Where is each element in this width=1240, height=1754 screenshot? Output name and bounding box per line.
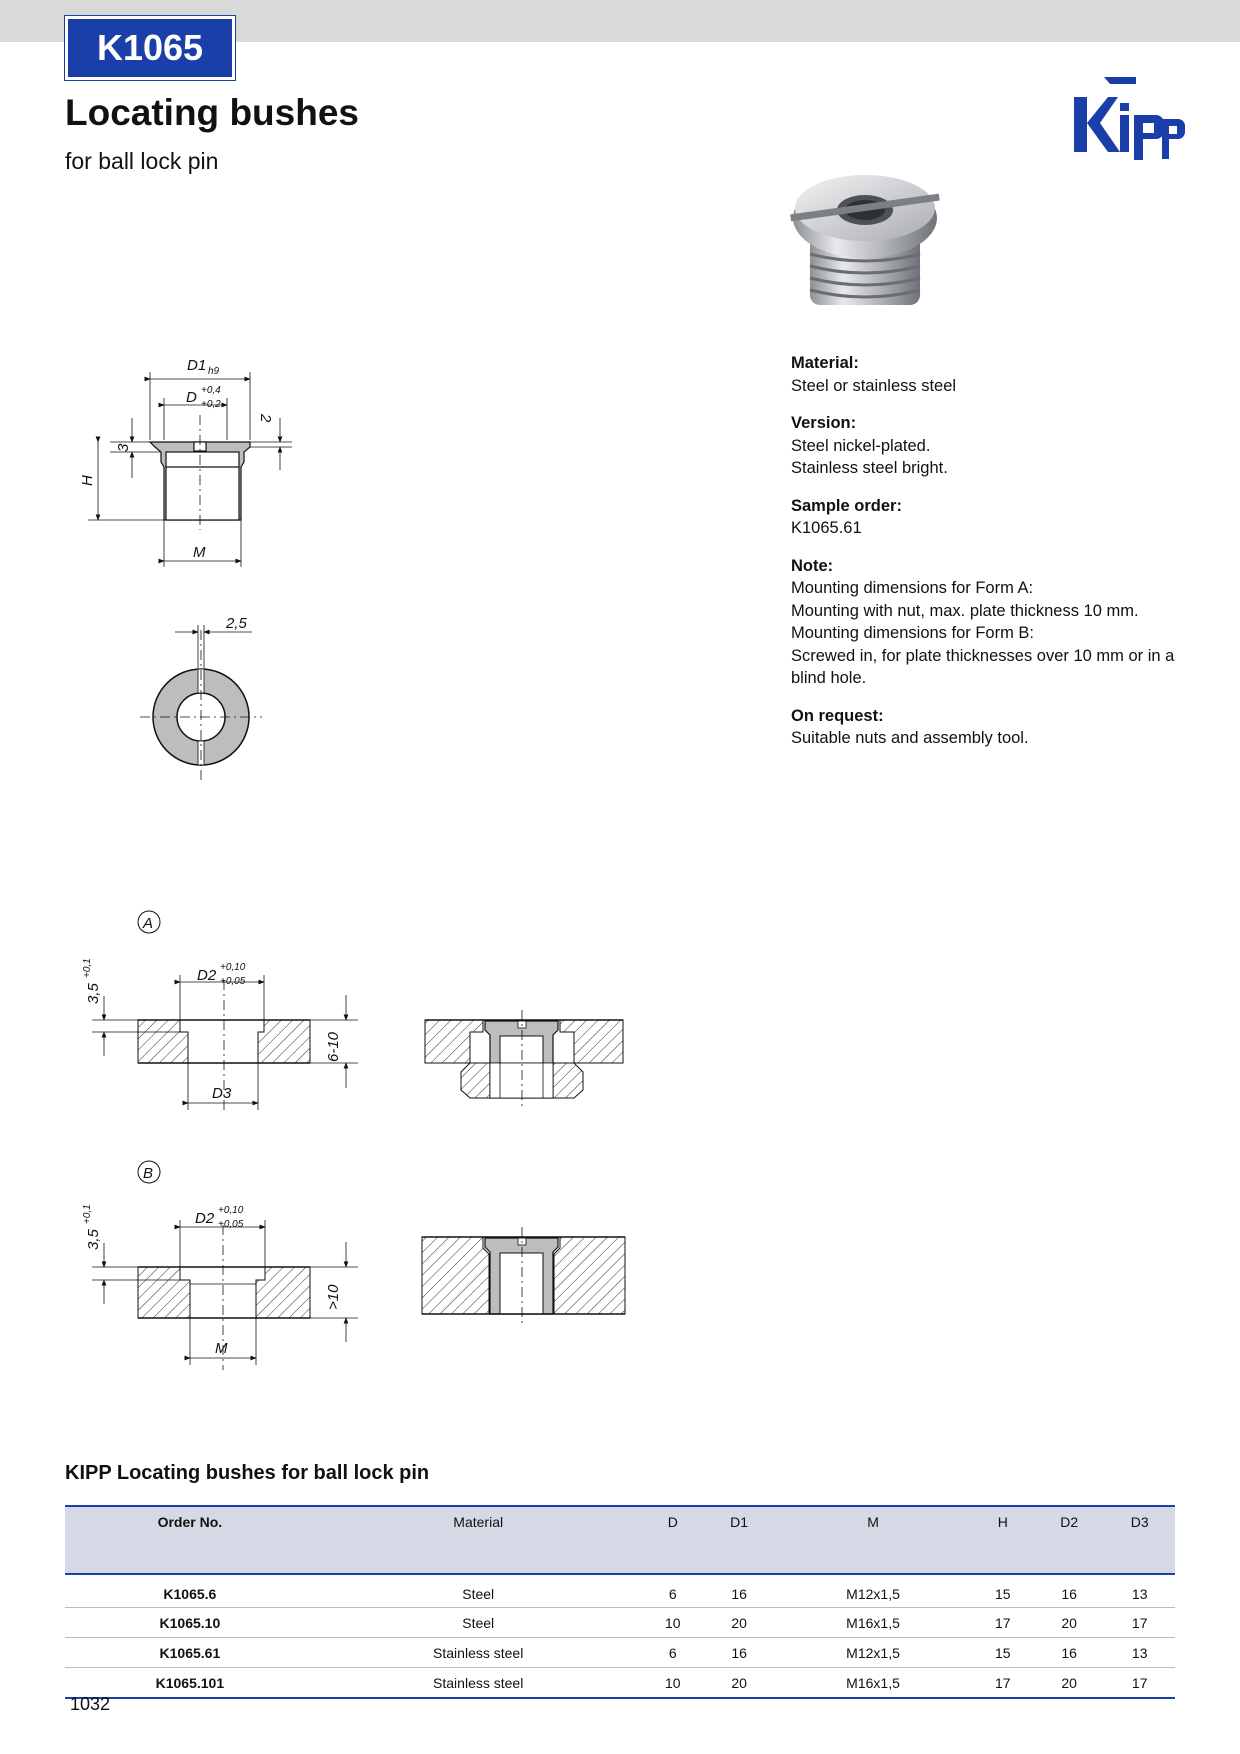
info-line: Screwed in, for plate thicknesses over 10 mm or in a blind hole. xyxy=(791,646,1175,687)
page-title: Locating bushes xyxy=(65,92,359,133)
info-material xyxy=(791,352,1191,397)
dim-m-b: M xyxy=(215,1340,228,1357)
dim-d2-tol-low-a: +0,05 xyxy=(220,976,246,987)
cell-d1: 16 xyxy=(704,1574,775,1608)
cell-d: 6 xyxy=(642,1638,704,1668)
product-code-badge: K1065 xyxy=(65,16,235,80)
table-row xyxy=(65,1574,1175,1608)
form-b-marker xyxy=(138,1161,160,1183)
cell-d2: 16 xyxy=(1034,1638,1105,1668)
cell-h: 15 xyxy=(972,1574,1034,1608)
cell-d3: 17 xyxy=(1104,1608,1175,1638)
table-title: KIPP Locating bushes for ball lock pin xyxy=(65,1462,430,1484)
col-d: D xyxy=(642,1506,704,1574)
cell-m: M16x1,5 xyxy=(774,1608,971,1638)
info-sample-order xyxy=(791,495,1191,540)
dim-d3: D3 xyxy=(212,1085,232,1102)
dim-d1-tol: h9 xyxy=(208,366,220,377)
cell-m: M16x1,5 xyxy=(774,1668,971,1699)
cell-material: Stainless steel xyxy=(315,1638,642,1668)
dim-m: M xyxy=(193,544,206,561)
cell-h: 17 xyxy=(972,1608,1034,1638)
dim-d2-b: D2 xyxy=(195,1210,215,1227)
form-a-assembly xyxy=(425,1010,623,1110)
cell-order-no: K1065.6 xyxy=(65,1574,315,1608)
cell-h: 17 xyxy=(972,1668,1034,1699)
dim-d-tol-up: +0,4 xyxy=(201,385,221,396)
col-order-no: Order No. xyxy=(65,1506,315,1574)
info-label: Note: xyxy=(791,556,834,575)
dim-d2-a: D2 xyxy=(197,967,217,984)
info-on-request xyxy=(791,705,1191,750)
col-h: H xyxy=(972,1506,1034,1574)
product-photo xyxy=(780,170,950,320)
form-b-label: B xyxy=(143,1165,154,1182)
kipp-logo xyxy=(1070,75,1185,160)
cell-d1: 20 xyxy=(704,1608,775,1638)
info-line: Steel nickel-plated. xyxy=(791,436,931,455)
dim-depth-tol-b: +0,1 xyxy=(82,1204,93,1224)
table-row xyxy=(65,1608,1175,1638)
info-label: Material: xyxy=(791,354,859,372)
info-version xyxy=(791,412,1191,480)
info-label: Version: xyxy=(791,414,857,432)
table-row xyxy=(65,1638,1175,1668)
cell-material: Stainless steel xyxy=(315,1668,642,1699)
cell-order-no: K1065.61 xyxy=(65,1638,315,1668)
cell-material: Steel xyxy=(315,1608,642,1638)
cell-d2: 16 xyxy=(1034,1574,1105,1608)
form-b-assembly xyxy=(422,1227,625,1325)
dim-d-tol-low: +0,2 xyxy=(201,399,221,410)
cell-d3: 13 xyxy=(1104,1574,1175,1608)
dim-depth-a: 3,5 xyxy=(85,983,102,1004)
info-note xyxy=(791,555,1191,690)
cell-d1: 16 xyxy=(704,1638,775,1668)
dim-slot: 2,5 xyxy=(226,615,247,632)
dim-d1: D1 xyxy=(187,357,207,374)
dim-plate-b: >10 xyxy=(325,1284,342,1310)
info-line: Stainless steel bright. xyxy=(791,459,948,477)
page-subtitle: for ball lock pin xyxy=(65,148,219,174)
cell-order-no: K1065.10 xyxy=(65,1608,315,1638)
cell-d2: 20 xyxy=(1034,1608,1105,1638)
cell-m: M12x1,5 xyxy=(774,1574,971,1608)
col-d3: D3 xyxy=(1104,1506,1175,1574)
info-line: Mounting with nut, max. plate thickness 10 mm. xyxy=(791,601,1139,620)
specs-table xyxy=(65,1505,1175,1699)
info-line: Mounting dimensions for Form A: xyxy=(791,579,1034,597)
table-row xyxy=(65,1668,1175,1699)
col-d1: D1 xyxy=(704,1506,775,1574)
dim-plate-a: 6-10 xyxy=(325,1031,342,1062)
dim-2: 2 xyxy=(257,414,274,423)
cell-material: Steel xyxy=(315,1574,642,1608)
info-line: K1065.61 xyxy=(791,519,862,537)
page-number: 1032 xyxy=(70,1694,111,1714)
dim-d2-tol-up-a: +0,10 xyxy=(220,962,246,973)
table-header-row xyxy=(65,1506,1175,1574)
dim-d: D xyxy=(186,389,197,406)
dim-d2-tol-low-b: +0,05 xyxy=(218,1219,244,1230)
cell-d1: 20 xyxy=(704,1668,775,1699)
dim-h: H xyxy=(79,475,96,486)
cell-d: 10 xyxy=(642,1668,704,1699)
cell-m: M12x1,5 xyxy=(774,1638,971,1668)
dim-depth-tol-a: +0,1 xyxy=(82,958,93,978)
form-a-marker xyxy=(138,911,160,933)
info-line: Suitable nuts and assembly tool. xyxy=(791,729,1029,747)
form-a-label: A xyxy=(143,915,154,932)
info-label: On request: xyxy=(791,706,884,725)
col-d2: D2 xyxy=(1034,1506,1105,1574)
cell-d2: 20 xyxy=(1034,1668,1105,1699)
technical-drawings xyxy=(0,0,700,1400)
info-label: Sample order: xyxy=(791,496,902,515)
cell-d: 6 xyxy=(642,1574,704,1608)
dim-3: 3 xyxy=(115,443,132,452)
col-material: Material xyxy=(315,1506,642,1574)
cell-d3: 13 xyxy=(1104,1638,1175,1668)
cell-order-no: K1065.101 xyxy=(65,1668,315,1699)
cell-d: 10 xyxy=(642,1608,704,1638)
top-view xyxy=(140,625,262,780)
cell-h: 15 xyxy=(972,1638,1034,1668)
cell-d3: 17 xyxy=(1104,1668,1175,1699)
info-line: Mounting dimensions for Form B: xyxy=(791,624,1035,642)
info-line: Steel or stainless steel xyxy=(791,376,957,395)
dim-d2-tol-up-b: +0,10 xyxy=(218,1205,244,1216)
col-m: M xyxy=(774,1506,971,1574)
info-panel xyxy=(791,352,1191,765)
dim-depth-b: 3,5 xyxy=(85,1229,102,1250)
